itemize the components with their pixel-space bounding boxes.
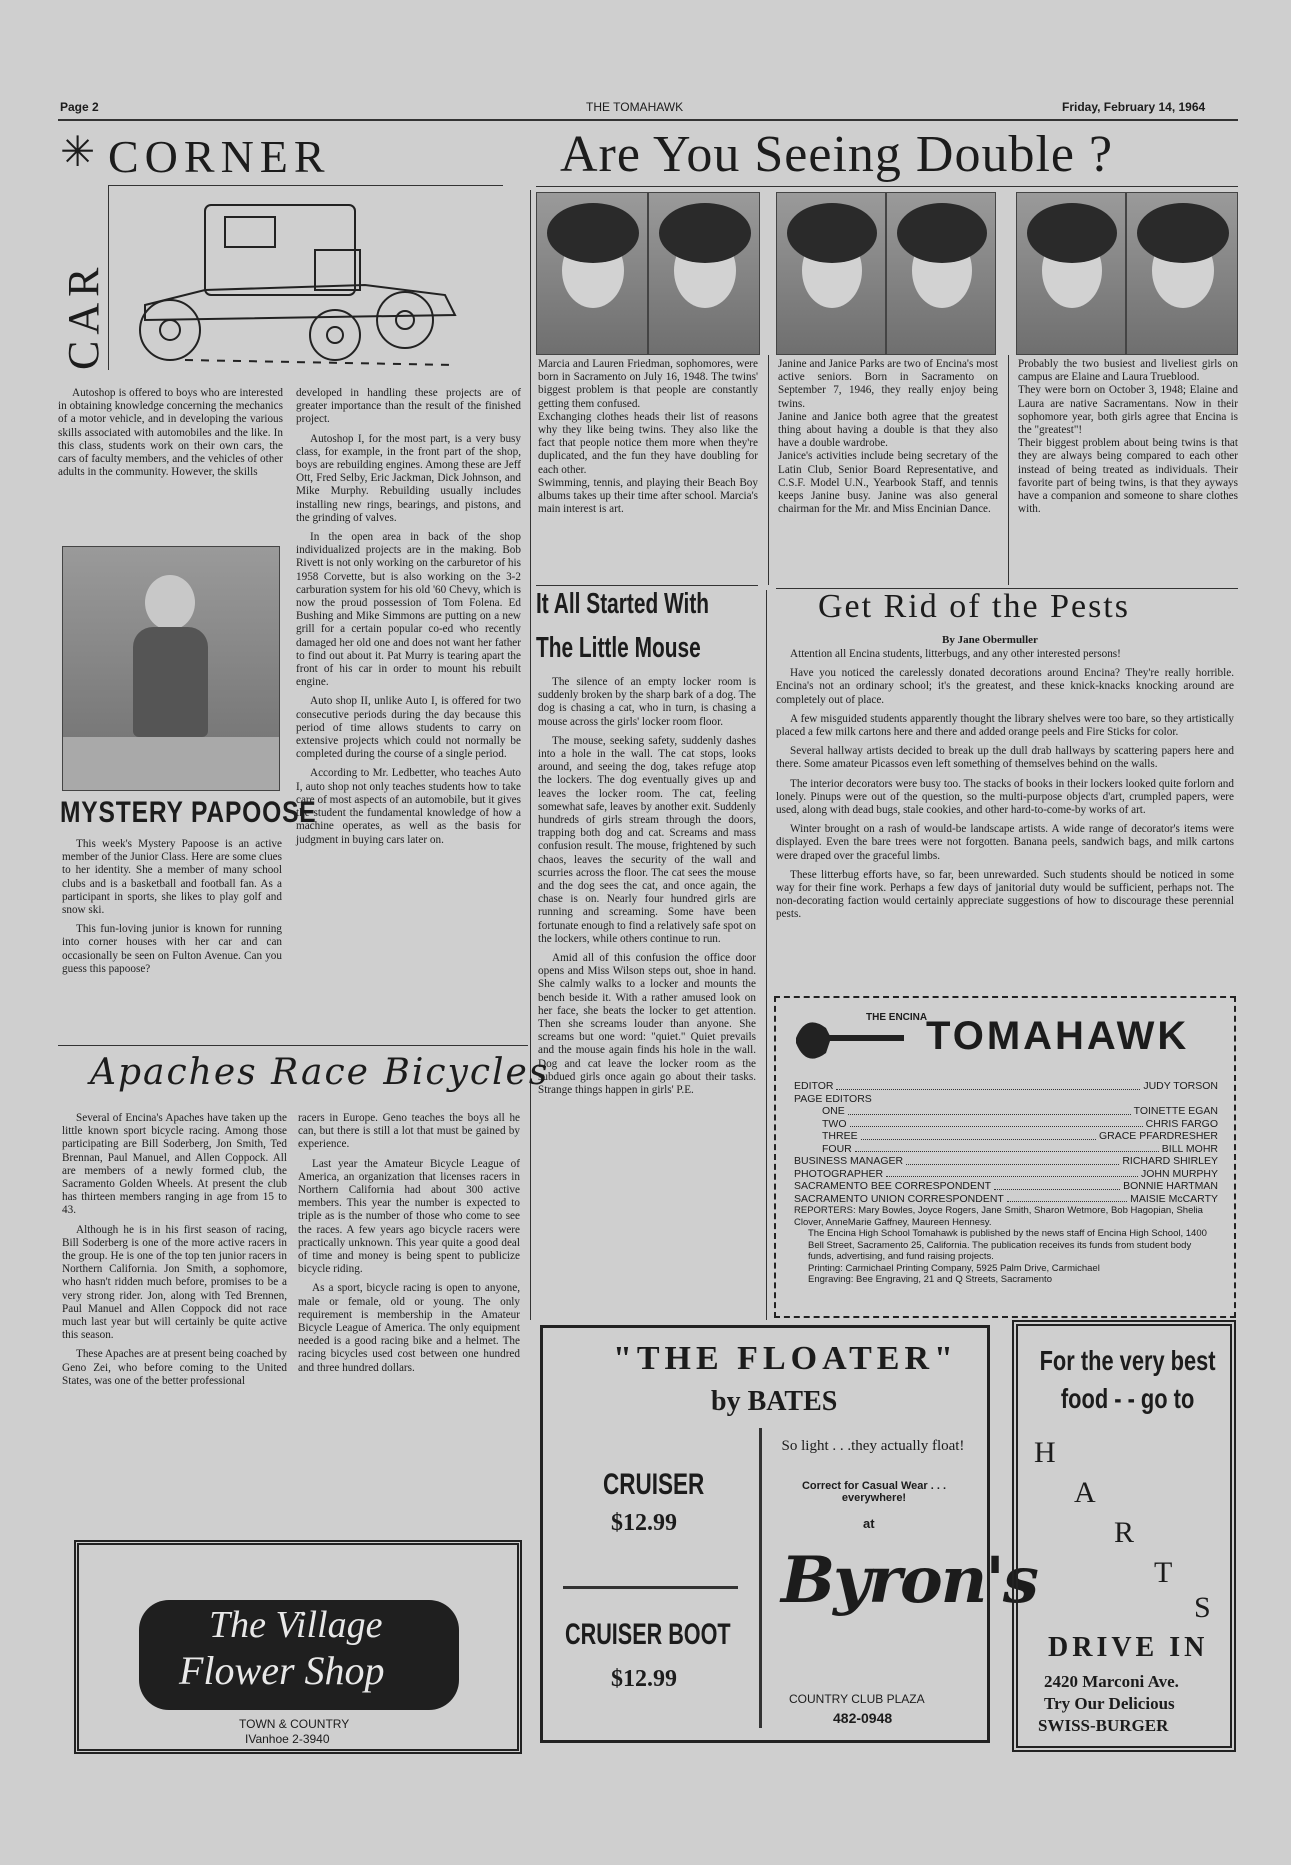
asterisk-icon: ✳ [60, 130, 96, 176]
masthead-row: TWO CHRIS FARGO [822, 1117, 1218, 1130]
twins-photo-6 [1126, 192, 1238, 355]
car-corner-col2: developed in handling these projects are of greater importance than the result of the finished project. Autoshop I, for the most part, is a very busy class, for example, in the front part of the shop, boys are rebuilding engines. Among these are Jeff Ott, Fred Selby, Eric Jackman, Dick Johnson, and Mike Murphy. Rebuilding usually includes installing new rings, bearings, and pistons, and the grinding of valves. In the open area in back of the shop individualized projects are in the making. Bob Rivett is not only working on the carburetor of his 1958 Corvette, but is also working on the 3-2 carburation system for his old '60 Chevy, which is now the proud possession of Tom Folena. Ed Bushing and Mike Simmons are putting on a new grill for a certain popular co-ed who recently damaged her old one and does not want her father to find out about it. Pat Murry is tearing apart the front of his car in order to mount his rebuilt engine. Auto shop II, unlike Auto I, is offered for two consecutive periods during the day because this period of time allows students to carry on extensive projects which could not normally be completed during the course of a single period. According to Mr. Ledbetter, who teaches Auto I, auto shop not only teaches students how to take care of most aspects of an automobile, but it gives the student the fundamental knowledge of how a machine operates, as well as the basis for judgment in buying cars later on. [296, 387, 521, 846]
header-rule [58, 119, 1238, 121]
mystery-text: This week's Mystery Papoose is an active member of the Junior Class. Here are some clues to her identity. She a member of many school clubs and is a basketball and football fan. As a participant in sports, she likes to play golf and snow ski. This fun-loving junior is known for running into corner houses with her car and can occasionally be seen on Fulton Avenue. Can you guess this papoose? [62, 838, 282, 975]
harts-letter: S [1194, 1591, 1211, 1624]
harts-best: For the very best food - - go to [1039, 1345, 1216, 1414]
harts-drive-in: DRIVE IN [1048, 1632, 1209, 1663]
double-title: Are You Seeing Double ? [560, 126, 1114, 183]
masthead-row: SACRAMENTO BEE CORRESPONDENT BONNIE HARTMAN [794, 1180, 1218, 1192]
harts-letter: T [1154, 1556, 1173, 1589]
mystery-papoose-photo [62, 546, 280, 791]
floater-at: at [863, 1516, 875, 1531]
car-drawing [125, 195, 495, 370]
masthead-row: PHOTOGRAPHER JOHN MURPHY [794, 1167, 1218, 1180]
mystery-title: MYSTERY PAPOOSE [60, 796, 317, 829]
masthead-name: TOMAHAWK [926, 1014, 1190, 1058]
masthead-row: ONE TOINETTE EGAN [822, 1105, 1218, 1117]
flower-line1: The Village [209, 1604, 383, 1646]
page-number: Page 2 [60, 100, 99, 114]
twins-photo-5 [1016, 192, 1126, 355]
pests-byline: By Jane Obermuller [942, 634, 1038, 646]
harts-burger: SWISS-BURGER [1038, 1716, 1169, 1735]
masthead-row: BUSINESS MANAGER RICHARD SHIRLEY [794, 1155, 1218, 1167]
masthead-row: SACRAMENTO UNION CORRESPONDENT MAISIE McCARTY [794, 1192, 1218, 1205]
mouse-text: The silence of an empty locker room is suddenly broken by the sharp bark of a dog. The dog is chasing a cat, who in turn, is chasing a mouse across the girls' locker room floor. The mouse, seeking safety, suddenly dashes into a hole in the wall. The cat stops, looks around, and seeing the dog, takes refuge atop the lockers. The dog eventually gives up and leaves the locker room. The cat, feeling somewhat safe, leaves by another exit. Suddenly hundreds of girls stream through the doors, trapping both dog and cat. Screams and mass confusion result. The mouse, frightened by such chaos, leaves the security of the wall and scurries across the floor. The cat sees the mouse and the dog sees the cat, and once again, the chase is on. Nearly four hundred girls are running and screaming. Some have been fortunate enough to find a relatively safe spot on the lockers, while others continue to run. Amid all of this confusion the office door opens and Miss Wilson steps out, shoe in hand. She calmly walks to a locker and mounts the bench beside it. With a rather amused look on her face, she beats the locker to get attention. Then she screams louder than anyone. She screams but one word: "quiet." Quiet prevails and the mouse again finds his hole in the wall. Dog and cat leave the locker room as the subdued girls once again go about their tasks. Strange things happen in girls' P.E. [538, 676, 756, 1097]
masthead-box [774, 996, 1236, 1318]
cruiser-boot-price: $12.99 [611, 1666, 677, 1692]
pests-text: Attention all Encina students, litterbugs, and any other interested persons! Have you noticed the carelessly donated decorations around Encina? They're really horrible. Encina's not an ordinary school; it's the greatest, and these knick-knacks knocking around are completely out of place. A few misguided students apparently thought the library shelves were too bare, so they artistically placed a few milk cartons here and there and added orange peels and Fire Sticks for color. Several hallway artists decided to break up the dull drab hallways by scattering papers here and there. Some amateur Picassos even left something of themselves behind on the walls. The interior decorators were busy too. The stacks of books in their lockers looked quite forlorn and lonely. Pinups were out of the question, so the multi-purpose objects d'art, crumpled papers, were used, along with dead bugs, stale cookies, and other hard-to-come-by works of art. Winter brought on a rash of would-be landscape artists. A wide range of decorator's items were displayed. Even the bare trees were not forgotten. Banana peels, sandwich bags, and milk cartons were draped over the graceful limbs. These litterbug efforts have, so far, been unrewarded. Such students should be noticed in some way for their fine work. Perhaps a few days of janitorial duty would be sufficient, perhaps not. The non-decorating faction would certainly appreciate suggestions of how to discourage these perennial pests. [776, 648, 1234, 921]
masthead-the-encina: THE ENCINA [866, 1012, 928, 1023]
harts-try: Try Our Delicious [1044, 1694, 1175, 1713]
mouse-title-1: It All Started With [536, 588, 710, 620]
masthead-row: PAGE EDITORS [794, 1092, 872, 1105]
paper-name: THE TOMAHAWK [586, 100, 684, 114]
flower-line2: Flower Shop [179, 1648, 385, 1693]
twins-photo-4 [886, 192, 996, 355]
flower-line3: TOWN & COUNTRY [239, 1717, 350, 1731]
pests-title: Get Rid of the Pests [818, 588, 1130, 625]
masthead-printing: Printing: Carmichael Printing Company, 5925 Palm Drive, Carmichael [808, 1262, 1100, 1274]
car-corner-title: CORNER [108, 131, 331, 182]
harts-ad [1012, 1320, 1236, 1752]
harts-address: 2420 Marconi Ave. [1044, 1672, 1179, 1691]
cruiser-price: $12.99 [611, 1510, 677, 1536]
masthead-pub: The Encina High School Tomahawk is published by the news staff of Encina High School, 1400 Bell Street, Sacramento 25, California. The publication receives its funds from student body funds, advertising, and fund raising projects. [808, 1228, 1207, 1262]
masthead-engraving: Engraving: Bee Engraving, 21 and Q Streets, Sacramento [808, 1274, 1052, 1285]
harts-letter: A [1074, 1476, 1096, 1509]
masthead-row: EDITOR JUDY TORSON [794, 1080, 1218, 1092]
harts-letter: R [1114, 1516, 1135, 1549]
mouse-title-2: The Little Mouse [536, 632, 701, 664]
floater-title: "THE FLOATER" [613, 1340, 958, 1377]
apaches-col2: racers in Europe. Geno teaches the boys all he can, but there is still a lot that must be gained by experience. Last year the Amateur Bicycle League of America, an organization that licenses racers in Northern California had about 300 active members. This year the number is expected to triple as is the number of those who come to see the races. A few years ago bicycle racers were practically unknown. This year quite a good deal of time and money is being spent to publicize bicycle riding. As a sport, bicycle racing is open to anyone, male or female, old or young. The only requirement is membership in the Amateur Bicycle League of America. The only equipment needed is a good racing bike and a helmet. The racing bicycles used cost between one hundred and three hundred dollars. [298, 1112, 520, 1374]
floater-by: by BATES [711, 1386, 838, 1417]
floater-plaza: COUNTRY CLUB PLAZA [789, 1692, 925, 1706]
twins-photo-3 [776, 192, 886, 355]
twins-caption-1: Marcia and Lauren Friedman, sophomores, were born in Sacramento on July 16, 1948. The twins' biggest problem is that people are constantly getting them confused. Exchanging clothes heads their list of reasons why they like being twins. They also like the fact that people notice them more when they're duplicated, and the fun they have doubling for each other. Swimming, tennis, and playing their Beach Boy albums takes up their time after school. Marcia's main interest is art. [538, 358, 758, 516]
harts-letter: H [1034, 1436, 1056, 1469]
floater-phone: 482-0948 [833, 1710, 893, 1726]
car-corner-vertical-title: CAR [59, 261, 108, 370]
floater-correct: Correct for Casual Wear . . . everywhere! [801, 1480, 947, 1504]
masthead-reporters: REPORTERS: Mary Bowles, Joyce Rogers, Jane Smith, Sharon Wetmore, Bob Hagopian, Shelia Clover, AnneMarie Gaffney, Maureen Hennesy. [794, 1205, 1203, 1228]
twins-caption-2: Janine and Janice Parks are two of Encina's most active seniors. Born in Sacramento on September 7, 1946, they really enjoy being twins. Janine and Janice both agree that the greatest thing about having a double is that they also have a double wardrobe. Janice's activities include being secretary of the Latin Club, Senior Board Representative, and C.S.F. Model U.N., Yearbook Staff, and tennis keeps Janine busy. Janine was also general chairman for the Mr. and Miss Encinian Dance. [778, 358, 998, 516]
apaches-col1: Several of Encina's Apaches have taken up the little known sport bicycle racing. Among those participating are Bill Soderberg, Jon Smith, Ted Brennan, Paul Manuel, and Allen Coppock. All are members of a newly formed club, the Sacramento Golden Wheels. At present the club has thirteen members ranging in age from 15 to 43. Although he is in his first season of racing, Bill Soderberg is one of the more active racers in the group. He is one of the top ten junior racers in Northern California. Jon Smith, a sophomore, who hasn't ridden much before, promises to be a very strong rider. Jon, along with Ted Brennen, Paul Manuel and Allen Coppock did not race much last year but will certainly be quite active this season. These Apaches are at present being coached by Geno Zei, who before coming to the United States, was one of the better professional [62, 1112, 287, 1387]
cruiser-boot-label: CRUISER BOOT [565, 1618, 731, 1651]
masthead-row: FOUR BILL MOHR [822, 1142, 1218, 1155]
masthead-row: THREE GRACE PFARDRESHER [822, 1130, 1218, 1142]
cruiser-label: CRUISER [603, 1468, 705, 1501]
flower-phone: IVanhoe 2-3940 [245, 1732, 330, 1746]
floater-ad [540, 1325, 1037, 1743]
flower-shop-ad [74, 1540, 522, 1754]
floater-light: So light . . .they actually float! [781, 1438, 965, 1454]
car-corner-col1: Autoshop is offered to boys who are interested in obtaining knowledge concerning the mechanics of a motor vehicle, and in developing the various skills associated with automobiles and the like. In this class, students work on their own cars, the cars of faculty members, and the vehicles of other adults in the community. However, the skills [58, 387, 283, 479]
byrons-logo: Byron's [781, 1543, 1037, 1618]
twins-caption-3: Probably the two busiest and liveliest girls on campus are Elaine and Laura Trueblood. They were born on October 3, 1948; Elaine and Laura are native Sacramentans. Now in their sophomore year, both girls agree that Encina is the "greatest"! Their biggest problem about being twins is that they are always being compared to each other instead of being treated as individuals. Their favorite part of being twins, is that they ayways have a companion and someone to share clothes with. [1018, 358, 1238, 516]
apaches-title: Apaches Race Bicycles [90, 1052, 550, 1093]
issue-date: Friday, February 14, 1964 [1062, 100, 1206, 114]
twins-photo-2 [648, 192, 760, 355]
twins-photo-1 [536, 192, 648, 355]
